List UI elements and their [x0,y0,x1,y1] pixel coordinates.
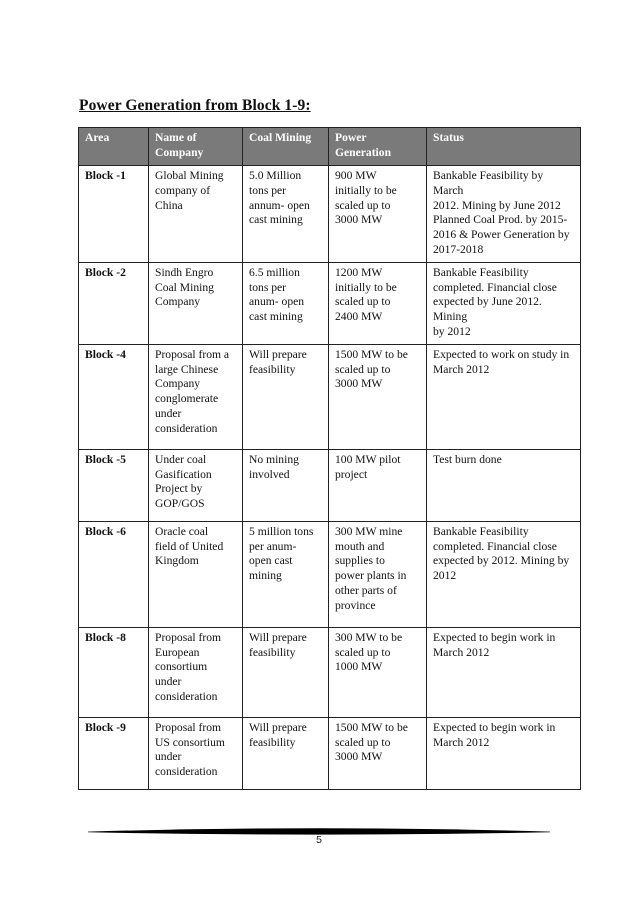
table-row [79,717,581,789]
cell-status: Expected to work on study in March 2012 [427,344,581,449]
table-row [79,166,581,263]
cell-coal-mining: No mining involved [243,449,329,521]
cell-status: Bankable Feasibility completed. Financial close expected by 2012. Mining by 2012 [427,521,581,627]
cell-coal-mining: 6.5 million tons per anum- open cast mining [243,262,329,344]
cell-coal-mining: Will prepare feasibility [243,344,329,449]
cell-power-generation: 900 MW initially to be scaled up to 3000 MW [329,166,427,263]
cell-power-generation: 100 MW pilot project [329,449,427,521]
cell-status: Bankable Feasibility by March 2012. Mining by June 2012 Planned Coal Prod. by 2015- 2016 & Power Generation by 2017-2018 [427,166,581,263]
cell-status: Expected to begin work in March 2012 [427,717,581,789]
table-body [79,166,581,790]
header-coal-mining: Coal Mining [243,128,329,166]
cell-company: Proposal from European consortium under consideration [149,627,243,717]
cell-coal-mining: Will prepare feasibility [243,717,329,789]
cell-company: Sindh Engro Coal Mining Company [149,262,243,344]
header-power-generation: Power Generation [329,128,427,166]
header-company: Name of Company [149,128,243,166]
cell-power-generation: 300 MW mine mouth and supplies to power plants in other parts of province [329,521,427,627]
cell-power-generation: 1500 MW to be scaled up to 3000 MW [329,717,427,789]
section-heading: Power Generation from Block 1-9: [79,97,311,114]
cell-power-generation: 1500 MW to be scaled up to 3000 MW [329,344,427,449]
cell-power-generation: 300 MW to be scaled up to 1000 MW [329,627,427,717]
header-status: Status [427,128,581,166]
cell-company: Oracle coal field of United Kingdom [149,521,243,627]
cell-status: Test burn done [427,449,581,521]
table-row [79,344,581,449]
cell-status: Expected to begin work in March 2012 [427,627,581,717]
cell-company: Global Mining company of China [149,166,243,263]
cell-coal-mining: 5.0 Million tons per annum- open cast mining [243,166,329,263]
cell-status: Bankable Feasibility completed. Financial close expected by June 2012. Mining by 2012 [427,262,581,344]
cell-power-generation: 1200 MW initially to be scaled up to 2400 MW [329,262,427,344]
table-row [79,262,581,344]
cell-company: Under coal Gasification Project by GOP/GOS [149,449,243,521]
table-row [79,521,581,627]
cell-area: Block -5 [79,449,149,521]
cell-area: Block -1 [79,166,149,263]
cell-coal-mining: 5 million tons per anum- open cast mining [243,521,329,627]
cell-company: Proposal from a large Chinese Company conglomerate under consideration [149,344,243,449]
cell-area: Block -6 [79,521,149,627]
cell-area: Block -8 [79,627,149,717]
header-area: Area [79,128,149,166]
table-row [79,449,581,521]
cell-coal-mining: Will prepare feasibility [243,627,329,717]
cell-area: Block -4 [79,344,149,449]
cell-company: Proposal from US consortium under consideration [149,717,243,789]
cell-area: Block -2 [79,262,149,344]
page-number: 5 [316,834,322,846]
table-header [79,128,581,166]
header-row [79,128,581,166]
table-row [79,627,581,717]
power-generation-table [78,127,581,790]
cell-area: Block -9 [79,717,149,789]
